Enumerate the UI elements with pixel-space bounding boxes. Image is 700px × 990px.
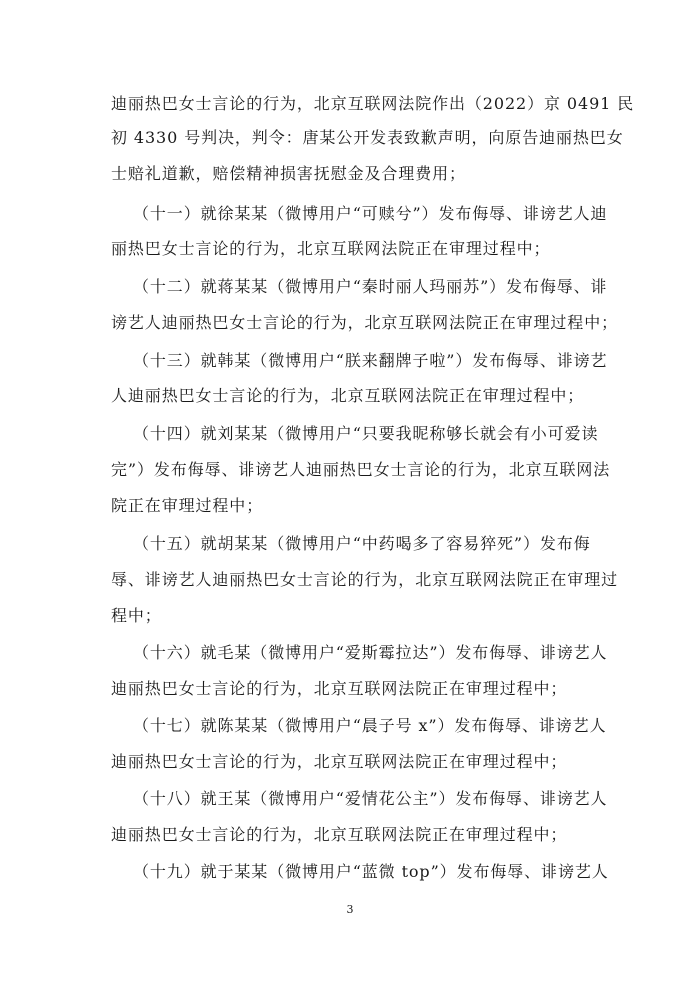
text-line: 辱、诽谤艺人迪丽热巴女士言论的行为，北京互联网法院正在审理过 <box>111 570 619 589</box>
text-line: 迪丽热巴女士言论的行为，北京互联网法院正在审理过程中； <box>111 679 568 698</box>
text-line: 院正在审理过程中； <box>111 496 264 515</box>
text-line: 谤艺人迪丽热巴女士言论的行为，北京互联网法院正在审理过程中； <box>111 313 619 332</box>
text-line: 程中； <box>111 606 162 625</box>
text-line: 完”）发布侮辱、诽谤艺人迪丽热巴女士言论的行为，北京互联网法 <box>111 460 611 479</box>
text-line: （十八）就王某（微博用户“爱情花公主”）发布侮辱、诽谤艺人 <box>133 789 608 808</box>
text-line: （十二）就蒋某某（微博用户“秦时丽人玛丽苏”）发布侮辱、诽 <box>133 277 608 296</box>
text-line: （十六）就毛某（微博用户“爱斯霉拉达”）发布侮辱、诽谤艺人 <box>133 643 608 662</box>
text-line: 初 4330 号判决，判令：唐某公开发表致歉声明，向原告迪丽热巴女 <box>111 128 624 147</box>
text-line: 人迪丽热巴女士言论的行为，北京互联网法院正在审理过程中； <box>111 386 585 405</box>
text-line: （十一）就徐某某（微博用户“可赎兮”）发布侮辱、诽谤艺人迪 <box>133 204 608 223</box>
text-line: 迪丽热巴女士言论的行为，北京互联网法院正在审理过程中； <box>111 752 568 771</box>
text-line: （十三）就韩某（微博用户“朕来翻牌子啦”）发布侮辱、诽谤艺 <box>133 351 608 370</box>
page-number: 3 <box>346 903 354 916</box>
text-line: （十七）就陈某某（微博用户“晨子号 x”）发布侮辱、诽谤艺人 <box>133 716 607 735</box>
text-line: （十九）就于某某（微博用户“蓝微 top”）发布侮辱、诽谤艺人 <box>133 862 609 881</box>
text-line: 迪丽热巴女士言论的行为，北京互联网法院作出（2022）京 0491 民 <box>111 94 635 113</box>
text-line: 士赔礼道歉，赔偿精神损害抚慰金及合理费用； <box>111 164 466 183</box>
text-line: 丽热巴女士言论的行为，北京互联网法院正在审理过程中； <box>111 239 551 258</box>
text-line: （十五）就胡某某（微博用户“中药喝多了容易猝死”）发布侮 <box>133 534 591 553</box>
text-line: 迪丽热巴女士言论的行为，北京互联网法院正在审理过程中； <box>111 825 568 844</box>
text-line: （十四）就刘某某（微博用户“只要我昵称够长就会有小可爱读 <box>133 424 599 443</box>
